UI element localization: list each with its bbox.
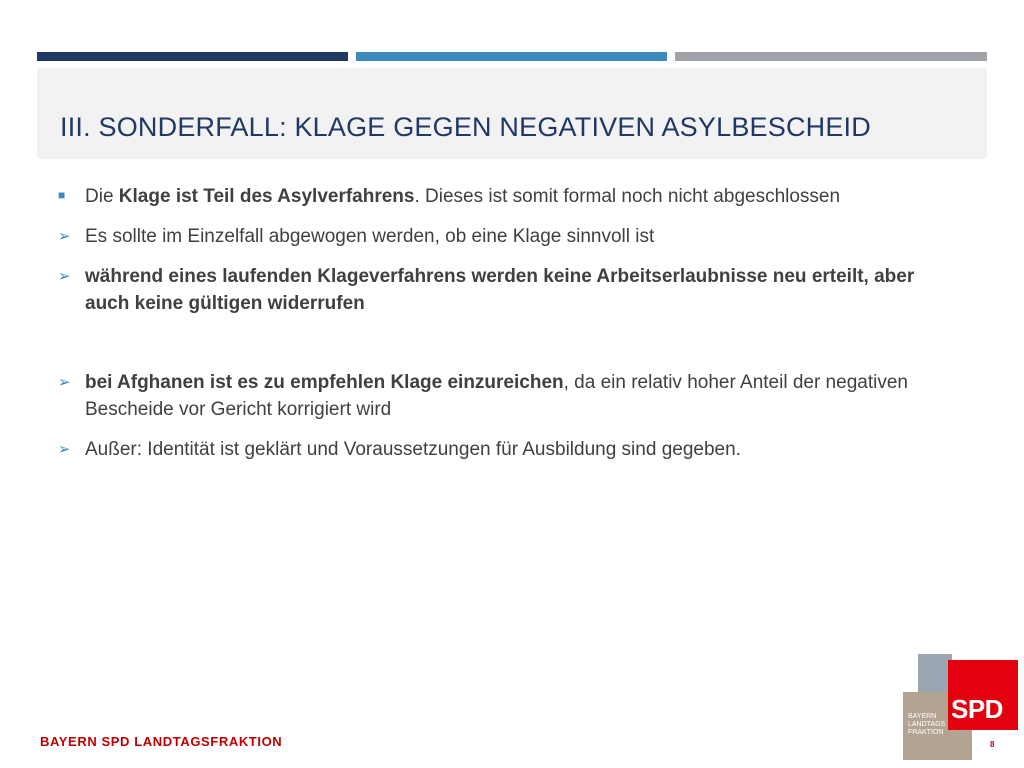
accent-bar-navy <box>37 52 348 61</box>
arrow-bullet-icon: ➢ <box>58 374 71 391</box>
logo-wordmark: SPD <box>951 694 1003 724</box>
footer-organization: BAYERN SPD LANDTAGSFRAKTION <box>40 734 283 749</box>
accent-bar-blue <box>356 52 667 61</box>
page-number: 8 <box>990 740 995 749</box>
bullet-item: ➢ Außer: Identität ist geklärt und Voraussetzungen für Ausbildung sind gegeben. <box>58 436 958 463</box>
bullet-item: ■ Die Klage ist Teil des Asylverfahrens. Dieses ist somit formal noch nicht abgeschlossen <box>58 183 958 210</box>
logo-grey-block <box>918 654 952 692</box>
bullet-item: ➢ bei Afghanen ist es zu empfehlen Klage einzureichen, da ein relativ hoher Anteil der negativen Bescheide vor Gericht korrigiert wird <box>58 369 958 423</box>
bullet-item: ➢ Es sollte im Einzelfall abgewogen werden, ob eine Klage sinnvoll ist <box>58 223 958 250</box>
accent-bar-grey <box>675 52 987 61</box>
arrow-bullet-icon: ➢ <box>58 441 71 458</box>
square-bullet-icon: ■ <box>58 188 66 202</box>
bullet-list <box>58 183 958 463</box>
arrow-bullet-icon: ➢ <box>58 228 71 245</box>
arrow-bullet-icon: ➢ <box>58 268 71 285</box>
bullet-item: ➢ während eines laufenden Klageverfahrens werden keine Arbeitserlaubnisse neu erteilt, aber auch keine gültigen widerrufen <box>58 263 958 317</box>
title-banner <box>37 68 987 159</box>
logo-subtitle: BAYERN LANDTAGS FRAKTION <box>908 713 946 736</box>
slide-title: III. SONDERFALL: KLAGE GEGEN NEGATIVEN ASYLBESCHEID <box>60 112 871 142</box>
